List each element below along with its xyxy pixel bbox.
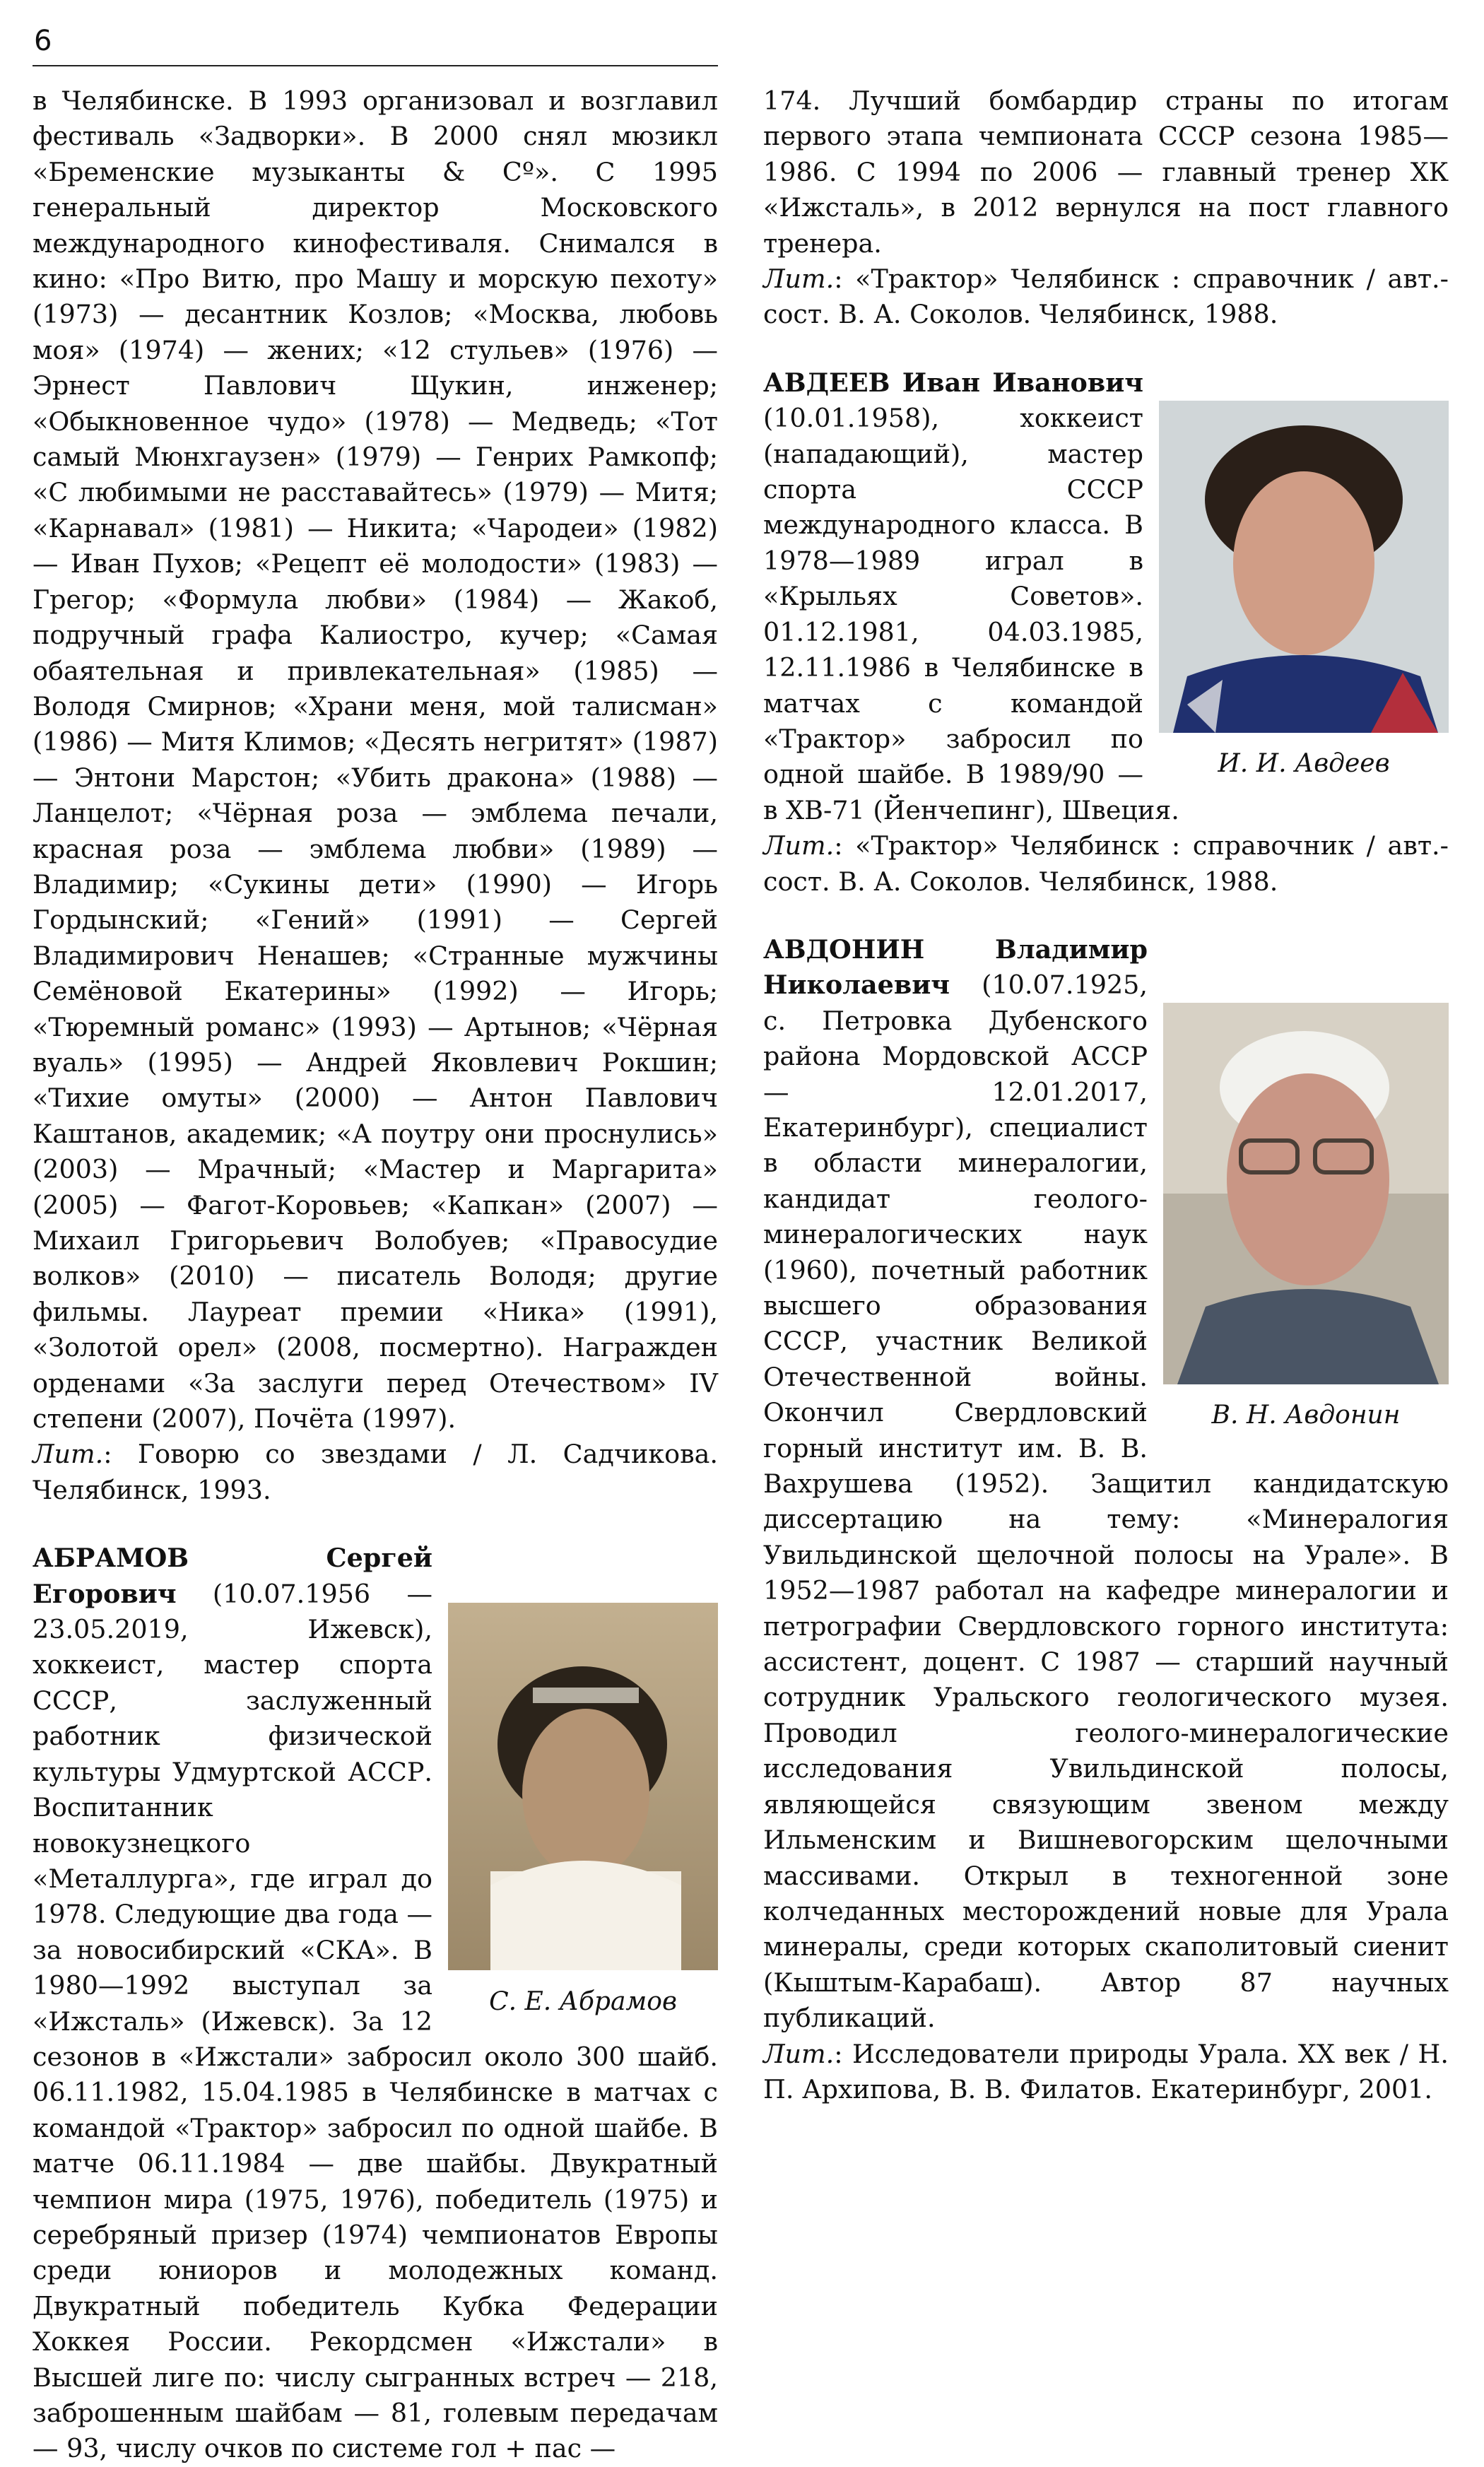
page-number: 6 [34,25,52,57]
continued-entry-right-literature [763,261,1449,333]
entry-avdonin-name: АВДОНИН Владимир Николаевич [763,934,1148,1001]
photo-avdonin-caption: В. Н. Авдонин [1211,1401,1401,1430]
lit-text: : «Трактор» Челябинск : справочник / авт.-сост. В. А. Соколов. Челябинск, 1988. [763,830,1449,897]
lit-label: Лит. [33,1439,104,1470]
entry-abramov [33,1541,718,2467]
entry-avdonin [763,932,1449,2037]
photo-abramov-caption: С. Е. Абрамов [489,1986,677,2016]
entry-abramov-name: АБРАМОВ Сергей Егорович [33,1543,432,1609]
portrait-photo-abramov [448,1603,718,1970]
header-rule [33,65,718,66]
lit-text: : «Трактор» Челябинск : справочник / авт.-сост. В. А. Соколов. Челябинск, 1988. [763,264,1449,330]
photo-avdonin-figure [1163,1003,1449,1432]
lit-text: : Исследователи природы Урала. XX век / Н. П. Архипова, В. В. Филатов. Екатеринбург, 2001. [763,2038,1449,2104]
left-column [33,83,718,2467]
photo-avdeev-caption: И. И. Авдеев [1218,749,1390,779]
entry-avdonin-literature [763,2037,1449,2108]
lit-label: Лит. [763,830,835,861]
lit-label: Лит. [763,2038,835,2069]
continued-entry-text: в Челябинске. В 1993 организовал и возглавил фестиваль «Задворки». В 2000 снял мюзикл «Бременские музыканты & Cº». С 1995 генеральный директор Московского международного кинофестиваля. Снимался в кино: «Про Витю, про Машу и морскую пехоту» (1973) — десантник Козлов; «Москва, любовь моя» (1974) — жених; «12 стульев» (1976) — Эрнест Павлович Щукин, инженер; «Обыкновенное чудо» (1978) — Медведь; «Тот самый Мюнхгаузен» (1979) — Генрих Рамкопф; «С любимыми не расставайтесь» (1979) — Митя; «Карнавал» (1981) — Никита; «Чародеи» (1982) — Иван Пухов; «Рецепт её молодости» (1983) — Грегор; «Формула любви» (1984) — Жакоб, подручный графа Калиостро, кучер; «Самая обаятельная и привлекательная» (1985) — Володя Смирнов; «Храни меня, мой талисман» (1986) — Митя Климов; «Десять негритят» (1987) — Энтони Марстон; «Убить дракона» (1988) — Ланцелот; «Чёрная роза — эмблема печали, красная роза — эмблема любви» (1989) — Владимир; «Сукины дети» (1990) — Игорь Гордынский; «Гений» (1991) — Сергей Владимирович Ненашев; «Странные мужчины Семёновой Екатерины» (1992) — Игорь; «Тюремный романс» (1993) — Артынов; «Чёрная вуаль» (1995) — Андрей Яковлевич Рокшин; «Тихие омуты» (2000) — Антон Павлович Каштанов, академик; «А поутру они проснулись» (2003) — Мрачный; «Мастер и Маргарита» (2005) — Фагот-Коровьев; «Капкан» (2007) — Михаил Григорьевич Волобуев; «Правосудие волков» (2010) — писатель Володя; другие фильмы. Лауреат премии «Ника» (1991), «Золотой орел» (2008, посмертно). Награжден орденами «За заслуги перед Отечеством» IV степени (2007), Почёта (1997). [33,86,718,1435]
lit-label: Лит. [763,264,835,295]
entry-avdeev-name: АВДЕЕВ Иван Иванович [763,367,1143,398]
entry-avdeev [763,365,1449,828]
portrait-photo-avdeev [1159,401,1449,733]
entry-abramov-text: (10.07.1956 — 23.05.2019, Ижевск), хоккеист, мастер спорта СССР, заслуженный работник физической культуры Удмуртской АССР. Воспитанник новокузнецкого «Металлурга», где играл до 1978. Следующие два года — за новосибирский «СКА». В 1980—1992 выступал за «Ижсталь» (Ижевск). За 12 сезонов в «Ижстали» забросил около 300 шайб. 06.11.1982, 15.04.1985 в Челябинске в матчах с командой «Трактор» забросил по одной шайбе. В матче 06.11.1984 — две шайбы. Двукратный чемпион мира (1975, 1976), победитель (1975) и серебряный призер (1974) чемпионатов Европы среди юниоров и молодежных команд. Двукратный победитель Кубка Федерации Хоккея России. Рекордсмен «Ижстали» в Высшей лиге по: числу сыгранных встреч — 218, заброшенным шайбам — 81, голевым передачам — 93, числу очков по системе гол + пас — [33,1578,718,2464]
photo-abramov-figure [448,1603,718,2018]
entry-avdonin-text: (10.07.1925, с. Петровка Дубенского района Мордовской АССР — 12.01.2017, Екатеринбург), специалист в области минералогии, кандидат геолого-минералогических наук (1960), почетный работник высшего образования СССР, участник Великой Отечественной войны. Окончил Свердловский горный институт им. В. В. Вахрушева (1952). Защитил кандидатскую диссертацию на тему: «Минералогия Увильдинской щелочной полосы на Урале». В 1952—1987 работал на кафедре минералогии и петрографии Свердловского горного института: ассистент, доцент. С 1987 — старший научный сотрудник Уральского геологического музея. Проводил геолого-минералогические исследования Увильдинской полосы, являющейся связующим звеном между Ильменским и Вишневогорским щелочными массивами. Открыл в техногенной зоне колчеданных месторождений новые для Урала минералы, среди которых скаполитовый сиенит (Кыштым-Карабаш). Автор 87 научных публикаций. [763,970,1449,2034]
continued-entry-literature [33,1437,718,1508]
entry-avdeev-literature [763,828,1449,900]
entry-avdeev-text: (10.01.1958), хоккеист (нападающий), мастер спорта СССР международного класса. В 1978—1989 играл в «Крыльях Советов». 01.12.1981, 04.03.1985, 12.11.1986 в Челябинске в матчах с командой «Трактор» забросил по одной шайбе. В 1989/90 — в ХВ-71 (Йенчепинг), Швеция. [763,403,1179,825]
portrait-photo-avdonin [1163,1003,1449,1384]
photo-avdeev-figure [1159,401,1449,780]
right-column [763,83,1449,2107]
lit-text: : Говорю со звездами / Л. Садчикова. Челябинск, 1993. [33,1439,718,1505]
continued-entry-right-text: 174. Лучший бомбардир страны по итогам первого этапа чемпионата СССР сезона 1985—1986. С 1994 по 2006 — главный тренер ХК «Ижсталь», в 2012 вернулся на пост главного тренера. [763,86,1449,259]
